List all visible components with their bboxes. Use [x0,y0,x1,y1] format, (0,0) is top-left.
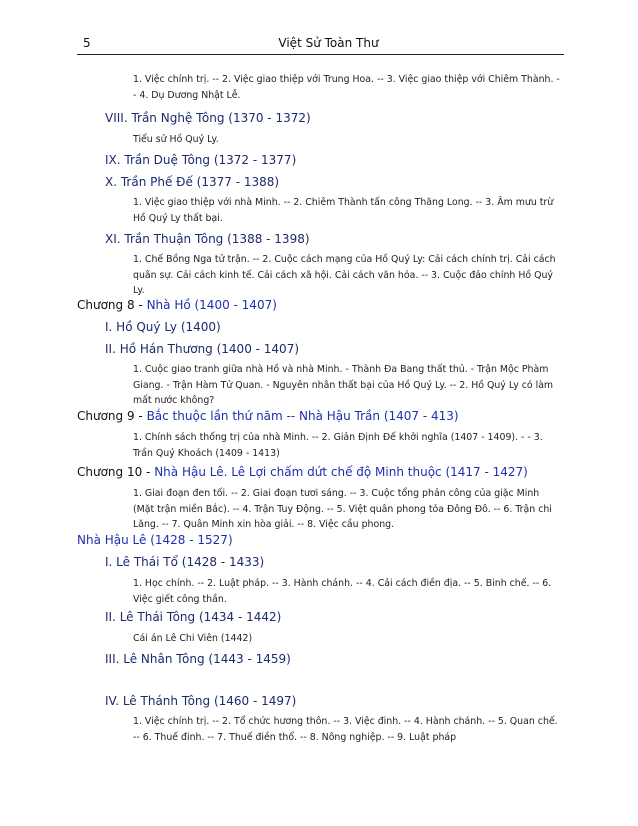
toc-entry-level1[interactable]: IX. Trần Duệ Tông (1372 - 1377) [105,153,297,167]
toc-entry-level1[interactable]: X. Trần Phế Đế (1377 - 1388) [105,175,280,189]
page-number: 5 [83,36,91,50]
toc-chapter-heading[interactable] [77,298,277,312]
toc-description: 1. Chế Bồng Nga tử trận. -- 2. Cuộc cách mạng của Hồ Quý Ly: Cải cách chính trị. Cải cách quân sự. Cải cách kinh tế. Cải cách xã hội. Cải cách văn hóa. -- 3. Cuộc đảo chính Hồ Quý Ly. [133,254,556,296]
toc-entry-level1[interactable]: I. Lê Thái Tổ (1428 - 1433) [105,555,265,569]
toc-description: 1. Việc chính trị. -- 2. Việc giao thiệp với Trung Hoa. -- 3. Việc giao thiệp với Chiêm Thành. -- 4. Dụ Dương Nhật Lễ. [133,74,560,101]
toc-description: 1. Giai đoạn đen tối. -- 2. Giai đoạn tươi sáng. -- 3. Cuộc tổng phản công của giặc Minh (Mặt trận miền Bắc). -- 4. Trận Tuy Động. -- 5. Việt quân phong tỏa Đông Đô. -- 6. Trận chi Lăng. -- 7. Quân Minh xin hòa giải. -- 8. Việc cầu phong. [133,488,552,530]
toc-description: 1. Chính sách thống trị của nhà Minh. -- 2. Giản Định Đế khởi nghĩa (1407 - 1409). - - 3. Trần Quý Khoách (1409 - 1413) [133,432,543,459]
toc-description: 1. Việc chính trị. -- 2. Tổ chức hương thôn. -- 3. Việc đinh. -- 4. Hành chánh. -- 5. Quan chế. -- 6. Thuế đinh. -- 7. Thuế điền thổ. -- 8. Nông nghiệp. -- 9. Luật pháp [133,716,558,743]
toc-section-heading[interactable]: Nhà Hậu Lê (1428 - 1527) [77,533,233,547]
chapter-prefix: Chương 9 - [77,409,147,423]
toc-entry-level1[interactable]: I. Hồ Quý Ly (1400) [105,320,221,334]
toc-entry-level1[interactable]: IV. Lê Thánh Tông (1460 - 1497) [105,694,297,708]
chapter-title: Nhà Hồ (1400 - 1407) [146,298,277,312]
toc-entry-level1[interactable]: II. Hồ Hán Thương (1400 - 1407) [105,342,300,356]
toc-entry-level1[interactable]: VIII. Trần Nghệ Tông (1370 - 1372) [105,111,311,125]
toc-entry-level1[interactable]: II. Lê Thái Tông (1434 - 1442) [105,610,282,624]
chapter-prefix: Chương 10 - [77,465,155,479]
book-title: Việt Sử Toàn Thư [278,36,379,50]
toc-chapter-heading[interactable] [77,409,459,423]
chapter-title: Nhà Hậu Lê. Lê Lợi chấm dứt chế độ Minh thuộc (1417 - 1427) [154,465,528,479]
page-header [77,36,564,55]
toc-description: 1. Học chính. -- 2. Luật pháp. -- 3. Hành chánh. -- 4. Cải cách điền địa. -- 5. Binh chế. -- 6. Việc giết công thần. [133,578,552,605]
toc-description: Tiểu sử Hồ Quý Ly. [133,134,219,145]
toc-description: 1. Việc giao thiệp với nhà Minh. -- 2. Chiêm Thành tấn công Thăng Long. -- 3. Âm mưu trừ Hồ Quý Ly thất bại. [133,197,554,224]
toc-entry-level1[interactable]: XI. Trần Thuận Tông (1388 - 1398) [105,232,310,246]
chapter-title: Bắc thuộc lần thứ năm -- Nhà Hậu Trần (1407 - 413) [146,409,459,423]
toc-chapter-heading[interactable] [77,465,528,479]
chapter-prefix: Chương 8 - [77,298,147,312]
toc-description: 1. Cuộc giao tranh giữa nhà Hồ và nhà Minh. - Thành Đa Bang thất thủ. - Trận Mộc Phàm Giang. - Trận Hàm Tử Quan. - Nguyên nhân thất bại của Hồ Quý Ly. -- 2. Hồ Quý Ly có làm mất nước không? [133,364,554,406]
toc-description: Cái án Lê Chi Viên (1442) [133,633,253,644]
toc-entry-level1[interactable]: III. Lê Nhân Tông (1443 - 1459) [105,652,291,666]
